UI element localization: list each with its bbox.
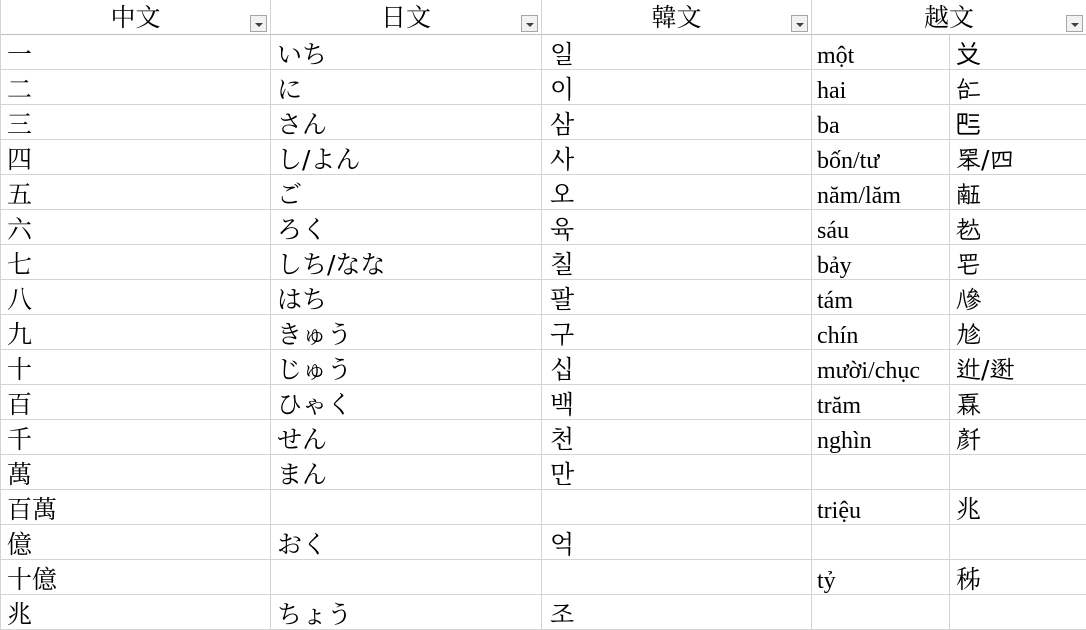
cell-korean[interactable]: 오 xyxy=(542,175,812,210)
cell-japanese[interactable]: せん xyxy=(271,420,542,455)
cell-korean[interactable]: 천 xyxy=(542,420,812,455)
cell-japanese[interactable]: しち/なな xyxy=(271,245,542,280)
cell-japanese[interactable]: に xyxy=(271,70,542,105)
cell-korean[interactable] xyxy=(542,490,812,525)
column-header-japanese xyxy=(271,0,542,35)
cell-vietnamese-chu-nom[interactable]: 𦒹 xyxy=(950,210,1086,245)
cell-vietnamese-quoc-ngu[interactable]: mười/chục xyxy=(812,350,950,385)
cell-chinese[interactable]: 千 xyxy=(1,420,271,455)
cell-chinese[interactable]: 億 xyxy=(1,525,271,560)
cell-japanese[interactable]: ろく xyxy=(271,210,542,245)
cell-vietnamese-quoc-ngu[interactable]: triệu xyxy=(812,490,950,525)
cell-vietnamese-quoc-ngu[interactable]: bốn/tư xyxy=(812,140,950,175)
cell-chinese[interactable]: 十億 xyxy=(1,560,271,595)
cell-vietnamese-quoc-ngu[interactable] xyxy=(812,525,950,560)
cell-vietnamese-chu-nom[interactable]: 𠬠 xyxy=(950,35,1086,70)
cell-vietnamese-quoc-ngu[interactable]: nghìn xyxy=(812,420,950,455)
column-header-korean xyxy=(542,0,812,35)
cell-chinese[interactable]: 六 xyxy=(1,210,271,245)
cell-vietnamese-chu-nom[interactable]: 𤾓 xyxy=(950,385,1086,420)
cell-japanese[interactable]: さん xyxy=(271,105,542,140)
cell-vietnamese-chu-nom[interactable]: 𠀧 xyxy=(950,105,1086,140)
cell-vietnamese-quoc-ngu[interactable] xyxy=(812,455,950,490)
cell-vietnamese-chu-nom[interactable]: 兆 xyxy=(950,490,1086,525)
cell-korean[interactable]: 구 xyxy=(542,315,812,350)
cell-korean[interactable]: 만 xyxy=(542,455,812,490)
cell-korean[interactable]: 억 xyxy=(542,525,812,560)
cell-vietnamese-quoc-ngu[interactable]: trăm xyxy=(812,385,950,420)
cell-japanese[interactable]: ご xyxy=(271,175,542,210)
cell-japanese[interactable]: し/よん xyxy=(271,140,542,175)
cell-vietnamese-quoc-ngu[interactable]: chín xyxy=(812,315,950,350)
cell-vietnamese-chu-nom[interactable]: 𦊚/四 xyxy=(950,140,1086,175)
cell-japanese[interactable] xyxy=(271,490,542,525)
cell-vietnamese-chu-nom[interactable]: 𨑮/𨔿 xyxy=(950,350,1086,385)
cell-vietnamese-quoc-ngu[interactable]: bảy xyxy=(812,245,950,280)
cell-chinese[interactable]: 百萬 xyxy=(1,490,271,525)
cell-japanese[interactable]: じゅう xyxy=(271,350,542,385)
filter-dropdown-icon[interactable] xyxy=(1066,15,1083,32)
cell-japanese[interactable]: きゅう xyxy=(271,315,542,350)
cell-korean[interactable]: 일 xyxy=(542,35,812,70)
cell-vietnamese-quoc-ngu[interactable]: ba xyxy=(812,105,950,140)
cell-japanese[interactable]: いち xyxy=(271,35,542,70)
column-header-label: 日文 xyxy=(380,2,431,32)
cell-chinese[interactable]: 四 xyxy=(1,140,271,175)
cell-chinese[interactable]: 一 xyxy=(1,35,271,70)
cell-chinese[interactable]: 九 xyxy=(1,315,271,350)
cell-korean[interactable]: 십 xyxy=(542,350,812,385)
cell-vietnamese-chu-nom[interactable]: 𠔭 xyxy=(950,280,1086,315)
cell-japanese[interactable]: まん xyxy=(271,455,542,490)
cell-vietnamese-quoc-ngu[interactable]: hai xyxy=(812,70,950,105)
filter-dropdown-icon[interactable] xyxy=(521,15,538,32)
column-header-label: 中文 xyxy=(110,2,161,32)
cell-japanese[interactable]: おく xyxy=(271,525,542,560)
cell-korean[interactable]: 육 xyxy=(542,210,812,245)
cell-vietnamese-chu-nom[interactable]: 秭 xyxy=(950,560,1086,595)
cell-japanese[interactable] xyxy=(271,560,542,595)
cell-chinese[interactable]: 萬 xyxy=(1,455,271,490)
cell-chinese[interactable]: 五 xyxy=(1,175,271,210)
cell-korean[interactable]: 이 xyxy=(542,70,812,105)
cell-vietnamese-chu-nom[interactable] xyxy=(950,525,1086,560)
cell-vietnamese-quoc-ngu[interactable]: sáu xyxy=(812,210,950,245)
cell-korean[interactable] xyxy=(542,560,812,595)
cell-japanese[interactable]: はち xyxy=(271,280,542,315)
cell-vietnamese-quoc-ngu[interactable]: tám xyxy=(812,280,950,315)
cell-vietnamese-quoc-ngu[interactable]: tỷ xyxy=(812,560,950,595)
cell-vietnamese-chu-nom[interactable] xyxy=(950,595,1086,630)
cell-chinese[interactable]: 十 xyxy=(1,350,271,385)
cell-japanese[interactable]: ひゃく xyxy=(271,385,542,420)
cell-korean[interactable]: 팔 xyxy=(542,280,812,315)
column-header-label: 越文 xyxy=(923,2,974,32)
cell-chinese[interactable]: 兆 xyxy=(1,595,271,630)
cell-korean[interactable]: 칠 xyxy=(542,245,812,280)
cell-vietnamese-chu-nom[interactable]: 𠄩 xyxy=(950,70,1086,105)
cell-vietnamese-chu-nom[interactable] xyxy=(950,455,1086,490)
cell-vietnamese-quoc-ngu[interactable] xyxy=(812,595,950,630)
filter-dropdown-icon[interactable] xyxy=(250,15,267,32)
column-header-chinese xyxy=(1,0,271,35)
cell-chinese[interactable]: 三 xyxy=(1,105,271,140)
cell-chinese[interactable]: 二 xyxy=(1,70,271,105)
cell-chinese[interactable]: 百 xyxy=(1,385,271,420)
cell-chinese[interactable]: 八 xyxy=(1,280,271,315)
cell-chinese[interactable]: 七 xyxy=(1,245,271,280)
cell-vietnamese-quoc-ngu[interactable]: một xyxy=(812,35,950,70)
cell-korean[interactable]: 백 xyxy=(542,385,812,420)
cell-korean[interactable]: 조 xyxy=(542,595,812,630)
cell-vietnamese-chu-nom[interactable]: 𠄼 xyxy=(950,175,1086,210)
column-header-label: 韓文 xyxy=(651,2,702,32)
cell-korean[interactable]: 삼 xyxy=(542,105,812,140)
cell-vietnamese-chu-nom[interactable]: 𠃩 xyxy=(950,315,1086,350)
column-header-vietnamese xyxy=(812,0,1086,35)
cell-vietnamese-chu-nom[interactable]: 𠦳 xyxy=(950,420,1086,455)
filter-dropdown-icon[interactable] xyxy=(791,15,808,32)
cell-japanese[interactable]: ちょう xyxy=(271,595,542,630)
cell-korean[interactable]: 사 xyxy=(542,140,812,175)
cell-vietnamese-chu-nom[interactable]: 𦉱 xyxy=(950,245,1086,280)
cell-vietnamese-quoc-ngu[interactable]: năm/lăm xyxy=(812,175,950,210)
